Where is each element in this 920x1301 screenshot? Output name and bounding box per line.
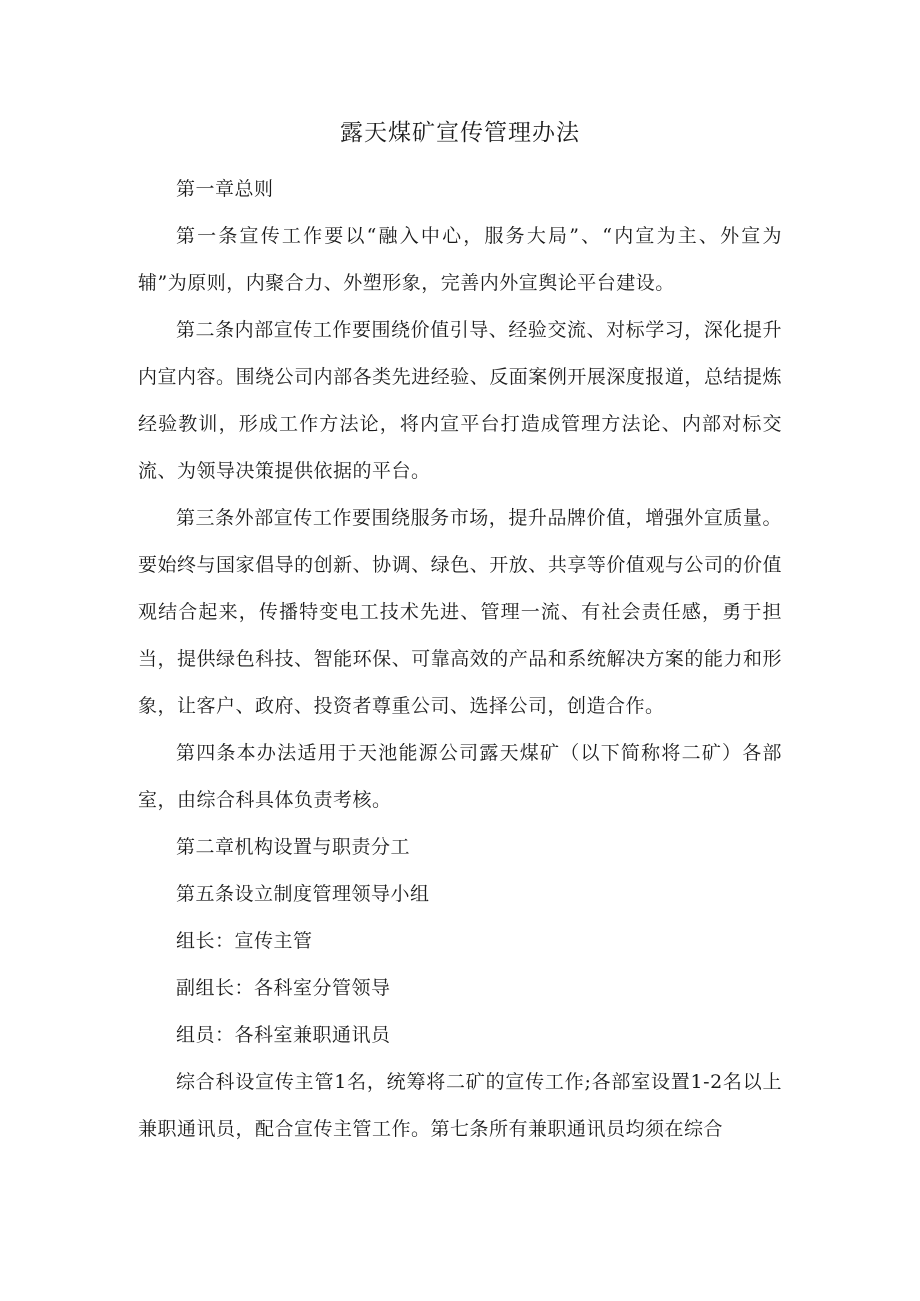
list-item: 副组长：各科室分管领导: [176, 977, 391, 999]
list-item: 组长：宣传主管: [176, 930, 313, 952]
chapter-heading: 第二章机构设置与职责分工: [176, 836, 411, 858]
paragraph-article-2: 第二条内部宣传工作要围绕价值引导、经验交流、对标学习，深化提升内宣内容。围绕公司内部各类先进经验、反面案例开展深度报道，总结提炼经验教训，形成工作方法论，将内宣平台打造成管理方法论、内部对标交流、为领导决策提供依据的平台。: [138, 319, 782, 482]
paragraph-article-4: 第四条本办法适用于天池能源公司露天煤矿（以下简称将二矿）各部室，由综合科具体负责考核。: [138, 742, 782, 811]
chapter-heading: 第一章总则: [176, 178, 274, 200]
document-title: 露天煤矿宣传管理办法: [340, 120, 580, 146]
paragraph-article-3: 第三条外部宣传工作要围绕服务市场，提升品牌价值，增强外宣质量。要始终与国家倡导的创新、协调、绿色、开放、共享等价值观与公司的价值观结合起来，传播特变电工技术先进、管理一流、有社会责任感，勇于担当，提供绿色科技、智能环保、可靠高效的产品和系统解决方案的能力和形象，让客户、政府、投资者尊重公司、选择公司，创造合作。: [138, 507, 782, 717]
paragraph-staffing: 综合科设宣传主管1名，统筹将二矿的宣传工作;各部室设置1-2名以上兼职通讯员，配合宣传主管工作。第七条所有兼职通讯员均须在综合: [138, 1071, 782, 1140]
paragraph-article-1: 第一条宣传工作要以“融入中心，服务大局”、“内宣为主、外宣为辅”为原则，内聚合力、外塑形象，完善内外宣舆论平台建设。: [138, 225, 782, 294]
list-item: 组员：各科室兼职通讯员: [176, 1024, 391, 1046]
paragraph-article-5: 第五条设立制度管理领导小组: [176, 883, 430, 905]
